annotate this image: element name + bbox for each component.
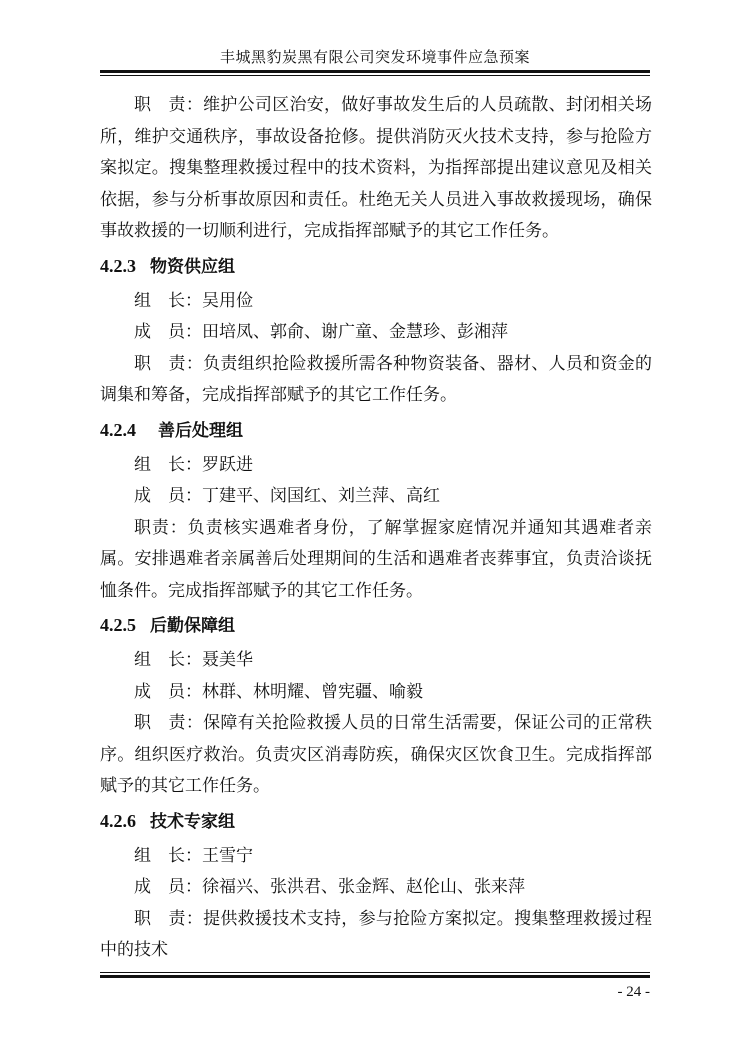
paragraph: 成 员：田培凤、郭俞、谢广童、金慧珍、彭湘萍 xyxy=(134,322,508,342)
document-body xyxy=(100,90,652,967)
paragraph: 组 长：罗跃进 xyxy=(134,454,253,475)
section-number: 4.2.4 xyxy=(100,419,136,440)
paragraph: 职 责：维护公司区治安，做好事故发生后的人员疏散、封闭相关场所，维护交通秩序，事故设备抢修。提供消防灭火技术支持，参与抢险方案拟定。搜集整理救援过程中的技术资料，为指挥部提出建议意见及相关依据，参与分析事故原因和责任。杜绝无关人员进入事故救援现场，确保事故救援的一切顺利进行，完成指挥部赋予的其它工作任务。 xyxy=(100,95,652,241)
paragraph: 成 员：林群、林明耀、曾宪疆、喻毅 xyxy=(134,681,423,702)
section-heading xyxy=(100,610,652,641)
paragraph: 职责：负责核实遇难者身份，了解掌握家庭情况并通知其遇难者亲属。安排遇难者亲属善后处理期间的生活和遇难者丧葬事宜，负责洽谈抚恤条件。完成指挥部赋予的其它工作任务。 xyxy=(100,517,652,601)
section-number: 4.2.3 xyxy=(100,255,136,276)
document-header-title: 丰城黑豹炭黑有限公司突发环境事件应急预案 xyxy=(219,48,530,66)
paragraph: 成 员：徐福兴、张洪君、张金辉、赵伦山、张来萍 xyxy=(134,877,525,897)
header-rule-thin xyxy=(100,75,650,76)
section-title: 后勤保障组 xyxy=(150,616,235,636)
paragraph: 职 责：保障有关抢险救援人员的日常生活需要，保证公司的正常秩序。组织医疗救治。负责灾区消毒防疾，确保灾区饮食卫生。完成指挥部赋予的其它工作任务。 xyxy=(100,713,652,796)
footer-rule-thin xyxy=(100,972,650,973)
paragraph: 成 员：丁建平、闵国红、刘兰萍、高红 xyxy=(134,486,440,506)
paragraph: 职 责：负责组织抢险救援所需各种物资装备、器材、人员和资金的调集和筹备，完成指挥部赋予的其它工作任务。 xyxy=(100,353,652,405)
header-rule xyxy=(100,70,650,73)
footer-rule xyxy=(100,975,650,978)
section-title: 技术专家组 xyxy=(150,811,235,832)
section-heading xyxy=(100,415,652,446)
section-heading xyxy=(100,251,652,282)
section-title: 善后处理组 xyxy=(158,420,243,441)
paragraph: 职 责：提供救援技术支持，参与抢险方案拟定。搜集整理救援过程中的技术 xyxy=(100,908,652,960)
paragraph: 组 长：吴用俭 xyxy=(134,290,253,311)
section-heading xyxy=(100,806,652,837)
section-number: 4.2.6 xyxy=(100,810,136,831)
page-number: - 24 - xyxy=(617,984,650,1000)
paragraph: 组 长：王雪宁 xyxy=(134,845,253,866)
section-number: 4.2.5 xyxy=(100,615,136,635)
paragraph: 组 长：聂美华 xyxy=(134,650,253,670)
section-title: 物资供应组 xyxy=(150,256,235,277)
